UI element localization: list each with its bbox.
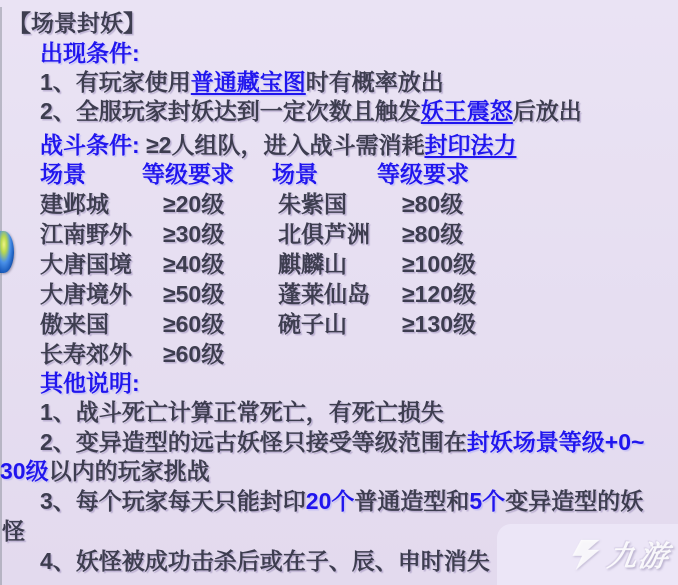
level-requirement: ≥50级 [163, 281, 225, 307]
appear-conditions-heading [40, 40, 140, 68]
header-level-2: 等级要求 [377, 161, 469, 187]
other-note-3 [40, 488, 643, 516]
level-requirement: ≥20级 [163, 191, 225, 217]
level-requirement: ≥60级 [163, 311, 225, 337]
scene-name: 碗子山 [278, 311, 347, 337]
other-3-text-mid: 普通造型和 [354, 488, 470, 514]
other-note-1: 1、战斗死亡计算正常死亡，有死亡损失 [40, 399, 444, 425]
other-2-text: 2、变异造型的远古妖怪只接受等级范围在 [40, 429, 467, 455]
seal-mana-link[interactable]: 封印法力 [424, 132, 517, 158]
level-30-highlight: 30级 [0, 458, 49, 484]
table-row [40, 281, 600, 309]
battle-conditions-text: ≥2人组队，进入战斗需消耗 [146, 132, 425, 158]
other-2-text-end: 以内的玩家挑战 [48, 458, 210, 484]
level-requirement: ≥60级 [163, 341, 225, 367]
table-row [40, 191, 600, 219]
level-requirement: ≥30级 [163, 221, 225, 247]
other-notes-heading [40, 370, 140, 398]
scene-name: 长寿郊外 [40, 341, 132, 367]
scene-name: 江南野外 [40, 221, 132, 247]
other-note-3-wrap: 怪 [2, 518, 25, 544]
scene-name: 大唐境外 [40, 281, 132, 307]
header-level-1: 等级要求 [142, 161, 234, 187]
other-note-2-wrap [0, 458, 210, 486]
appear-conditions-label: 出现条件: [40, 40, 140, 66]
scene-name: 建邺城 [40, 191, 109, 217]
appear-2-text-end: 后放出 [512, 98, 582, 124]
jiuyou-g-logo-icon [568, 537, 605, 573]
scene-name: 麒麟山 [278, 251, 347, 277]
other-3-text: 3、每个玩家每天只能封印 [40, 488, 306, 514]
appear-1-text-end: 时有概率放出 [305, 69, 444, 95]
other-note-2 [40, 429, 644, 457]
other-note-4: 4、妖怪被成功击杀后或在子、辰、申时消失 [40, 548, 490, 574]
appear-1-text: 1、有玩家使用 [40, 69, 191, 95]
other-3-text-end: 变异造型的妖 [505, 488, 644, 514]
appear-2-text: 2、全服玩家封妖达到一定次数且触发 [40, 98, 421, 124]
watermark [568, 534, 673, 575]
header-scene-2: 场景 [272, 161, 318, 187]
demon-king-rage-link[interactable]: 妖王震怒 [420, 98, 513, 124]
scene-name: 朱紫国 [278, 191, 347, 217]
level-requirement: ≥80级 [402, 191, 464, 217]
page-title: 【场景封妖】 [8, 10, 146, 36]
scene-name: 傲来国 [40, 311, 109, 337]
table-row [40, 221, 600, 249]
battle-conditions [40, 132, 516, 160]
battle-conditions-label: 战斗条件: [40, 132, 147, 158]
seal-scene-level-highlight: 封妖场景等级+0~ [466, 429, 645, 455]
level-requirement: ≥120级 [402, 281, 476, 307]
level-requirement: ≥130级 [402, 311, 476, 337]
normal-count-highlight: 20个 [305, 488, 355, 514]
level-requirement: ≥40级 [163, 251, 225, 277]
treasure-map-link[interactable]: 普通藏宝图 [190, 69, 306, 95]
header-scene-1: 场景 [40, 161, 86, 187]
level-requirement: ≥80级 [402, 221, 464, 247]
watermark-panel [497, 524, 678, 585]
mutant-count-highlight: 5个 [469, 488, 506, 514]
scene-name: 北俱芦洲 [278, 221, 370, 247]
appear-condition-1 [40, 69, 444, 97]
table-row [40, 341, 600, 369]
appear-condition-2 [40, 98, 582, 126]
table-row [40, 251, 600, 279]
blue-orb-icon [0, 231, 14, 273]
scene-name: 蓬莱仙岛 [278, 281, 370, 307]
scene-name: 大唐国境 [40, 251, 132, 277]
left-edge-divider [0, 7, 2, 585]
scene-table-header [40, 161, 600, 189]
table-row [40, 311, 600, 339]
level-requirement: ≥100级 [402, 251, 476, 277]
other-notes-label: 其他说明: [40, 370, 140, 396]
watermark-brand-text: 九游 [605, 541, 672, 573]
